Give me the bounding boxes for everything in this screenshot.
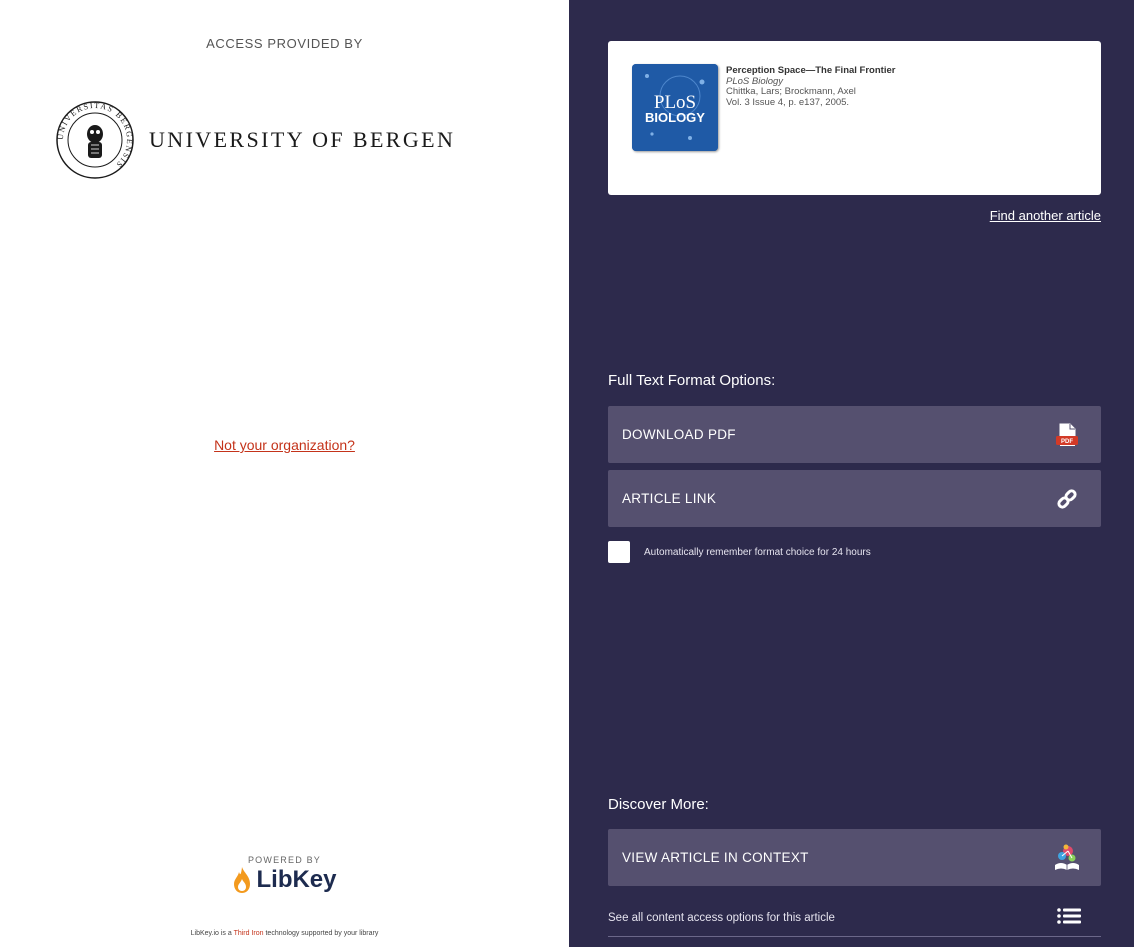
footer-note bbox=[0, 930, 569, 937]
download-pdf-button[interactable] bbox=[608, 406, 1101, 463]
book-molecule-icon bbox=[1053, 844, 1081, 872]
university-seal-icon bbox=[55, 100, 135, 180]
article-citation: Vol. 3 Issue 4, p. e137, 2005. bbox=[726, 96, 850, 108]
svg-text:PDF: PDF bbox=[1061, 438, 1073, 445]
footer-suffix: technology supported by your library bbox=[263, 930, 379, 937]
institution-name: UNIVERSITY OF BERGEN bbox=[149, 127, 456, 152]
see-all-access-options[interactable] bbox=[608, 900, 1101, 937]
svg-text:PLoS: PLoS bbox=[653, 92, 697, 113]
article-link-button[interactable] bbox=[608, 470, 1101, 527]
access-provided-label: ACCESS PROVIDED BY bbox=[206, 36, 363, 51]
link-icon bbox=[1053, 485, 1081, 513]
powered-by-label: POWERED BY bbox=[247, 855, 321, 865]
pdf-icon bbox=[1053, 421, 1081, 449]
flame-icon bbox=[232, 866, 252, 894]
svg-text:UNIVERSITAS BERGENSIS: UNIVERSITAS BERGENSIS bbox=[55, 100, 135, 171]
access-options-panel bbox=[569, 0, 1134, 947]
remember-choice-label: Automatically remember format choice for 24 hours bbox=[644, 546, 871, 558]
find-another-article-link[interactable]: Find another article bbox=[989, 208, 1101, 223]
libkey-wordmark: LibKey bbox=[256, 866, 337, 893]
remember-choice-checkbox[interactable] bbox=[608, 541, 630, 563]
article-title: Perception Space—The Final Frontier bbox=[726, 65, 896, 76]
full-text-heading: Full Text Format Options: bbox=[608, 372, 776, 389]
see-all-label: See all content access options for this article bbox=[608, 912, 835, 924]
discover-more-heading: Discover More: bbox=[608, 796, 709, 813]
third-iron-link[interactable]: Third Iron bbox=[233, 930, 264, 937]
not-your-organization-link[interactable]: Not your organization? bbox=[214, 437, 355, 453]
view-in-context-label: VIEW ARTICLE IN CONTEXT bbox=[622, 850, 809, 865]
svg-text:BIOLOGY: BIOLOGY bbox=[645, 110, 705, 125]
download-pdf-label: DOWNLOAD PDF bbox=[622, 427, 736, 442]
article-link-label: ARTICLE LINK bbox=[622, 491, 717, 506]
journal-cover-art bbox=[632, 64, 718, 151]
article-metadata bbox=[726, 66, 895, 108]
article-journal: PLoS Biology bbox=[726, 75, 784, 87]
footer-prefix: LibKey.io is a bbox=[190, 930, 234, 937]
libkey-logo bbox=[0, 866, 569, 894]
list-icon bbox=[1057, 907, 1081, 930]
article-card bbox=[608, 41, 1101, 195]
institution-logo bbox=[55, 100, 495, 180]
article-authors: Chittka, Lars; Brockmann, Axel bbox=[726, 86, 856, 97]
view-article-in-context-button[interactable] bbox=[608, 829, 1101, 886]
journal-cover bbox=[632, 64, 718, 151]
remember-choice-row bbox=[608, 541, 871, 563]
